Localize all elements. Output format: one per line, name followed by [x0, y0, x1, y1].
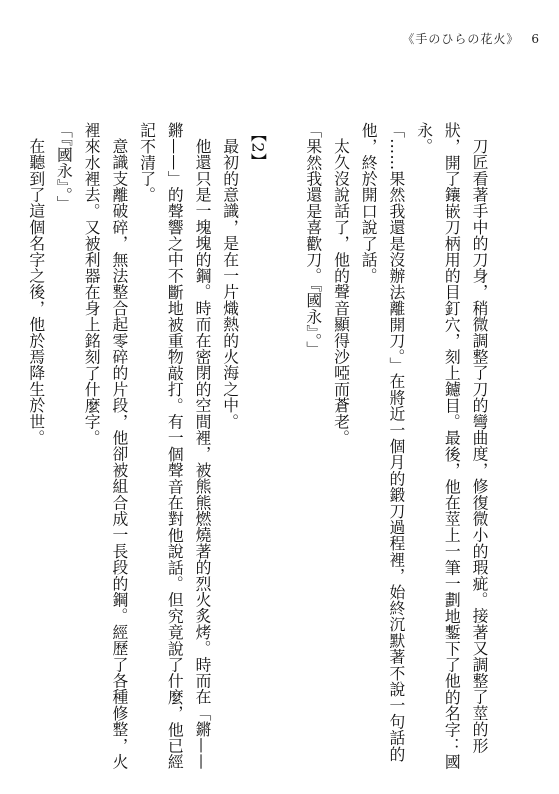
- book-title: 《手のひらの花火》: [402, 32, 520, 46]
- paragraph: 最初的意識，是在一片熾熱的火海之中。: [220, 137, 240, 430]
- paragraph: 太久沒說話了，他的聲音顯得沙啞而蒼老。: [331, 137, 351, 446]
- running-header: [360, 30, 540, 47]
- vertical-text-body: [26, 122, 493, 772]
- blank-line: [271, 122, 299, 772]
- paragraph: 「……果然我還是沒辦法離開刀。」在將近一個月的鍛刀過程裡，始終沉默著不說一句話的他，終於開口說了話。: [359, 122, 406, 763]
- paragraph: 「果然我還是喜歡刀。『國永』。」: [303, 122, 323, 358]
- paragraph: 意識支離破碎，無法整合起零碎的片段，他卻被組合成一長段的鋼。經歷了各種修整，火裡來水裡去。又被利器在身上銘刻了什麼字。: [82, 122, 129, 770]
- paragraph: 在聽到了這個名字之後，他於焉降生於世。: [26, 137, 46, 446]
- paragraph: 刀匠看著手中的刀身，稍微調整了刀的彎曲度，修復微小的瑕疵。接著又調整了莖的形狀，開了鑲嵌刀柄用的目釘穴，刻上鑢目。最後，他在莖上一筆一劃地鏨下了他的名字：國永。: [414, 122, 489, 770]
- section-heading: 【2】: [248, 126, 268, 170]
- paragraph: 「『國永』。」: [54, 122, 74, 212]
- page-number: 6: [531, 31, 540, 46]
- paragraph: 他還只是一塊塊的鋼。時而在密閉的空間裡，被熊熊燃燒著的烈火炙烤。時而在「鏘——鏘——」的聲響之中不斷地被重物敲打。有一個聲音在對他說話。但究竟說了什麼，他已經記不清了。: [137, 122, 212, 770]
